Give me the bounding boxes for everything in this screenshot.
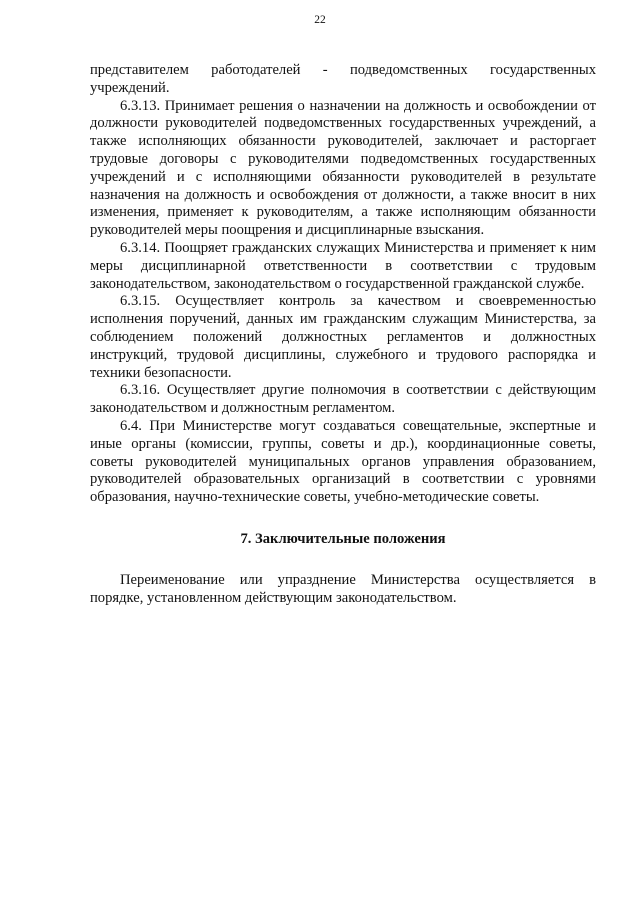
paragraph-final: Переименование или упразднение Министерства осуществляется в порядке, установленном действующим законодательством.: [90, 571, 596, 606]
paragraph-6-4: 6.4. При Министерстве могут создаваться совещательные, экспертные и иные органы (комиссии, группы, советы и др.), координационные советы, советы руководителей муниципальных органов управления образованием, руководителей образовательных организаций в соответствии с уровнями образования, научно-технические советы, учебно-методические советы.: [90, 417, 596, 506]
paragraph-6-3-13: 6.3.13. Принимает решения о назначении на должность и освобождении от должности руководителей подведомственных государственных учреждений, а также исполняющих обязанности руководителей, заключает и расторгает трудовые договоры с руководителями подведомственных государственных учреждений и с исполняющими обязанности руководителей в результате назначения на должность и освобождения от должности, а также вносит в них изменения, применяет к руководителям, а также исполняющим обязанности руководителей меры поощрения и дисциплинарные взыскания.: [90, 97, 596, 239]
page-number: 22: [314, 14, 326, 26]
paragraph-6-3-15: 6.3.15. Осуществляет контроль за качеством и своевременностью исполнения поручений, данных им гражданским служащим Министерства, за соблюдением положений должностных регламентов и должностных инструкций, трудовой дисциплины, служебного и трудового распорядка и техники безопасности.: [90, 293, 596, 381]
document-body: [90, 62, 596, 607]
paragraph-6-3-14: 6.3.14. Поощряет гражданских служащих Министерства и применяет к ним меры дисциплинарной ответственности в соответствии с трудовым законодательством, законодательством о государственной гражданской службе.: [90, 239, 596, 292]
paragraph-continuation: представителем работодателей - подведомственных государственных учреждений.: [90, 62, 596, 96]
section-heading: 7. Заключительные положения: [240, 530, 446, 547]
paragraph-6-3-16: 6.3.16. Осуществляет другие полномочия в соответствии с действующим законодательством и должностным регламентом.: [90, 382, 596, 417]
